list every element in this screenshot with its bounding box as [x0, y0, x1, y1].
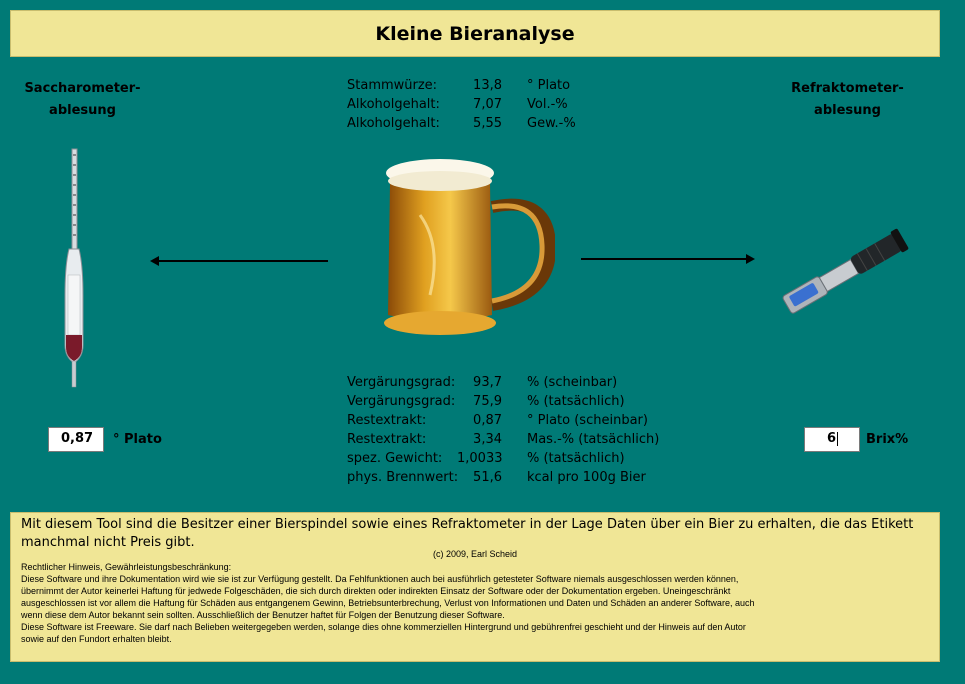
saccharometer-heading-line1: Saccharometer- — [24, 81, 141, 96]
refractometer-unit: Brix% — [866, 432, 909, 447]
right-arrow-head-icon — [746, 254, 755, 264]
result-value: 75,9 — [473, 394, 502, 409]
legal-line: sowie auf den Fundort erhalten bleibt. — [21, 634, 172, 644]
refractometer-input[interactable] — [804, 427, 860, 452]
left-arrow — [158, 260, 328, 262]
legal-line: Diese Software und ihre Dokumentation wird wie sie ist zur Verfügung gestellt. Da Fehlfunktionen auch bei ausführlich getesteter Software niemals ausgeschlossen werden können, — [21, 574, 739, 584]
result-label: Restextrakt: — [347, 432, 427, 447]
legal-notice — [21, 561, 936, 645]
title-bar — [10, 10, 940, 57]
text-cursor — [837, 432, 838, 446]
result-row — [347, 392, 677, 411]
result-unit: ° Plato (scheinbar) — [527, 413, 648, 428]
beer-mug-image — [380, 155, 555, 345]
legal-line: ausgeschlossen ist vor allem die Haftung für Schäden aus entgangenem Gewinn, Betriebsunterbrechung, Verlust von Informationen und Daten und Schäden an anderer Software, auch — [21, 598, 755, 608]
result-value: 0,87 — [473, 413, 502, 428]
result-unit: ° Plato — [527, 78, 571, 93]
saccharometer-heading-line2: ablesung — [49, 103, 116, 118]
result-row — [347, 76, 607, 95]
saccharometer-input[interactable]: 0,87 — [48, 427, 104, 452]
refractometer-heading-line2: ablesung — [814, 103, 881, 118]
refractometer-heading-line1: Refraktometer- — [791, 81, 904, 96]
result-row — [347, 449, 677, 468]
info-description-line1: Mit diesem Tool sind die Besitzer einer Bierspindel sowie eines Refraktometer in der Lage Daten über ein Bier zu erhalten, die das Etikett — [21, 517, 914, 532]
result-unit: Vol.-% — [527, 97, 568, 112]
left-arrow-head-icon — [150, 256, 159, 266]
result-value: 51,6 — [473, 470, 502, 485]
result-row — [347, 468, 677, 487]
saccharometer-unit: ° Plato — [113, 432, 162, 447]
bottom-results — [347, 373, 677, 487]
result-unit: % (scheinbar) — [527, 375, 618, 390]
legal-line: übernimmt der Autor keinerlei Haftung für jedwede Folgeschäden, die sich durch direkten oder indirekten Einsatz der Software oder der Dokumentation ergeben. Uneingeschränkt — [21, 586, 731, 596]
refractometer-input-value: 6 — [827, 431, 837, 446]
result-label: spez. Gewicht: — [347, 451, 443, 466]
result-value: 13,8 — [473, 78, 502, 93]
app-title: Kleine Bieranalyse — [375, 23, 575, 45]
result-unit: kcal pro 100g Bier — [527, 470, 646, 485]
legal-line: Rechtlicher Hinweis, Gewährleistungsbeschränkung: — [21, 562, 232, 572]
result-unit: % (tatsächlich) — [527, 451, 625, 466]
result-label: Restextrakt: — [347, 413, 427, 428]
refractometer-heading — [785, 78, 910, 122]
info-description-line2: manchmal nicht Preis gibt. — [21, 535, 195, 550]
result-row — [347, 373, 677, 392]
result-label: phys. Brennwert: — [347, 470, 459, 485]
result-label: Alkoholgehalt: — [347, 116, 440, 131]
hydrometer-image — [55, 145, 95, 395]
result-value: 5,55 — [473, 116, 502, 131]
legal-line: wenn diese dem Autor bekannt sein sollten. Ausschließlich der Benutzer haftet für Folgen der Benutzung dieser Software. — [21, 610, 505, 620]
result-unit: Mas.-% (tatsächlich) — [527, 432, 660, 447]
result-label: Stammwürze: — [347, 78, 438, 93]
saccharometer-heading — [20, 78, 145, 122]
result-value: 93,7 — [473, 375, 502, 390]
result-unit: Gew.-% — [527, 116, 576, 131]
result-row — [347, 430, 677, 449]
right-arrow — [581, 258, 747, 260]
top-results — [347, 76, 607, 133]
result-row — [347, 114, 607, 133]
refractometer-image — [770, 222, 920, 322]
result-value: 7,07 — [473, 97, 502, 112]
legal-line: Diese Software ist Freeware. Sie darf nach Belieben weitergegeben werden, solange dies ohne kommerziellen Hintergrund und gebührenfrei geschieht und der Hinweis auf den Autor — [21, 622, 746, 632]
result-value: 3,34 — [473, 432, 502, 447]
info-panel — [10, 512, 940, 662]
result-row — [347, 411, 677, 430]
result-unit: % (tatsächlich) — [527, 394, 625, 409]
result-label: Alkoholgehalt: — [347, 97, 440, 112]
result-row — [347, 95, 607, 114]
result-value: 1,0033 — [457, 451, 503, 466]
copyright-notice: (c) 2009, Earl Scheid — [432, 549, 518, 559]
result-label: Vergärungsgrad: — [347, 394, 456, 409]
result-label: Vergärungsgrad: — [347, 375, 456, 390]
info-description — [21, 516, 936, 552]
